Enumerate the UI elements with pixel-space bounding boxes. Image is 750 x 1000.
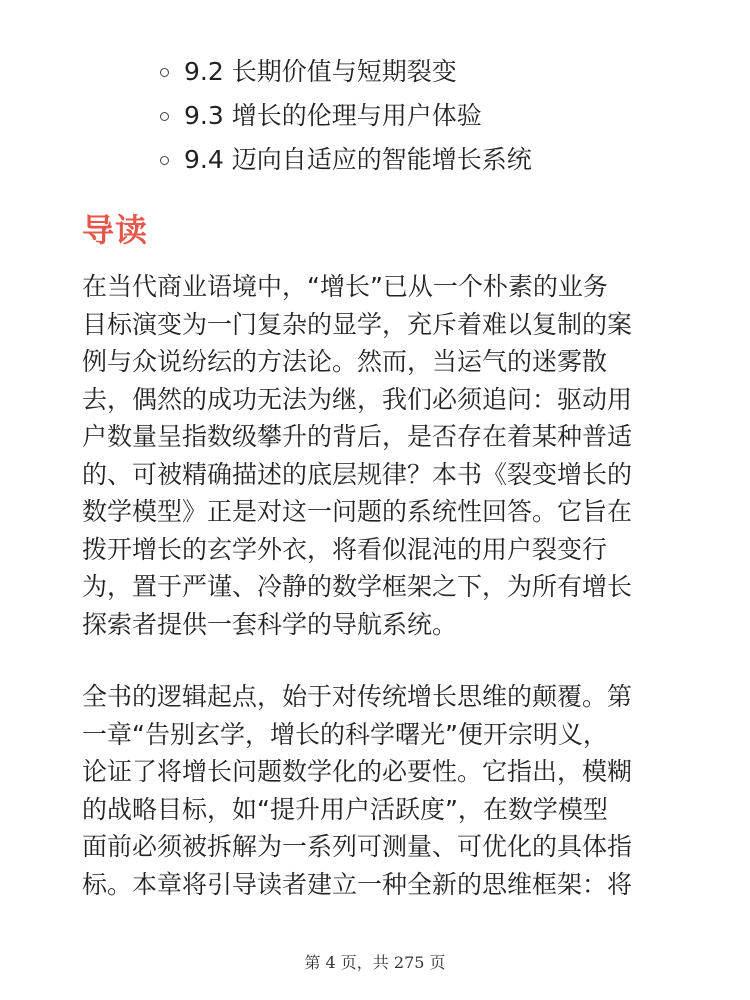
circle-bullet-icon xyxy=(160,156,169,165)
paragraph-line: 去，偶然的成功无法为继，我们必须追问：驱动用 xyxy=(82,384,633,414)
paragraph-line: 户数量呈指数级攀升的背后，是否存在着某种普适 xyxy=(82,422,633,451)
toc-item[interactable] xyxy=(160,94,532,138)
paragraph-line: 全书的逻辑起点，始于对传统增长思维的颠覆。第 xyxy=(82,682,633,711)
paragraph-line: 标。本章将引导读者建立一种全新的思维框架：将 xyxy=(82,869,633,899)
circle-bullet-icon xyxy=(160,112,169,121)
toc-item-label: 9.2 长期价值与短期裂变 xyxy=(184,57,457,86)
paragraph xyxy=(82,678,682,903)
paragraph-line: 在当代商业语境中，“增长”已从一个朴素的业务 xyxy=(82,272,608,301)
toc-list xyxy=(160,50,532,182)
paragraph-line: 为，置于严谨、冷静的数学框架之下，为所有增长 xyxy=(82,572,633,601)
toc-item[interactable] xyxy=(160,138,532,182)
paragraph-line: 论证了将增长问题数学化的必要性。它指出，模糊 xyxy=(82,757,633,786)
paragraph-line: 例与众说纷纭的方法论。然而，当运气的迷雾散 xyxy=(82,347,608,376)
section-heading: 导读 xyxy=(82,211,149,249)
paragraph-line: 探索者提供一套科学的导航系统。 xyxy=(82,609,458,639)
paragraph-line: 数学模型》正是对这一问题的系统性回答。它旨在 xyxy=(82,497,633,526)
paragraph-line: 面前必须被拆解为一系列可测量、可优化的具体指 xyxy=(82,832,633,861)
toc-item-label: 9.4 迈向自适应的智能增长系统 xyxy=(184,145,532,174)
circle-bullet-icon xyxy=(160,68,169,77)
paragraph xyxy=(82,268,682,643)
page-footer: 第 4 页，共 275 页 xyxy=(304,953,446,972)
toc-item[interactable] xyxy=(160,50,532,94)
paragraph-line: 的、可被精确描述的底层规律？本书《裂变增长的 xyxy=(82,459,633,489)
paragraph-line: 一章“告别玄学，增长的科学曙光”便开宗明义， xyxy=(82,719,608,749)
paragraph-line: 的战略目标，如“提升用户活跃度”，在数学模型 xyxy=(82,794,608,824)
paragraph-line: 目标演变为一门复杂的显学，充斥着难以复制的案 xyxy=(82,309,633,339)
toc-item-label: 9.3 增长的伦理与用户体验 xyxy=(184,101,482,130)
paragraph-line: 拨开增长的玄学外衣，将看似混沌的用户裂变行 xyxy=(82,534,608,564)
